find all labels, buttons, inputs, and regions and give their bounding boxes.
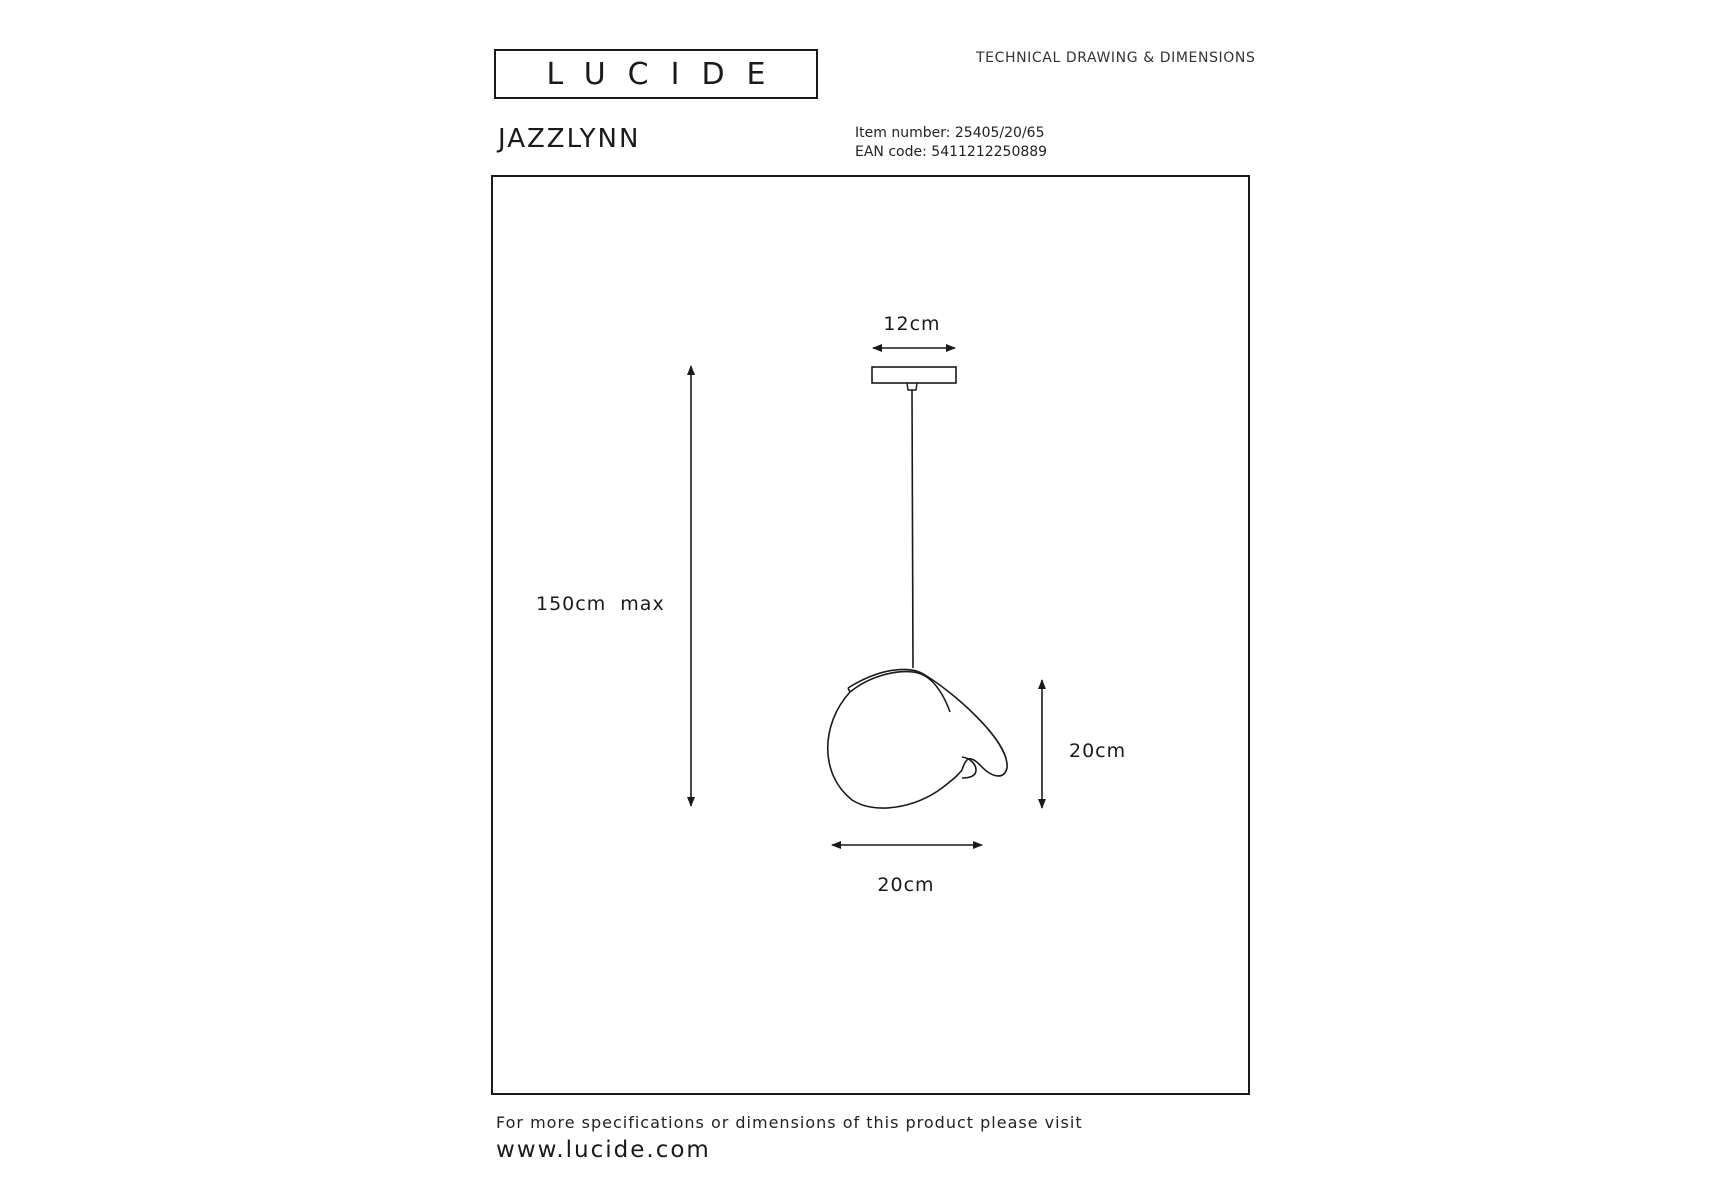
- suspension-cord: [912, 390, 913, 668]
- item-number-label: Item number:: [855, 125, 951, 141]
- canopy: [872, 367, 956, 383]
- lamp-shade: [828, 669, 1007, 808]
- total-height-label: 150cm max: [536, 593, 665, 615]
- footer-url[interactable]: www.lucide.com: [496, 1137, 711, 1163]
- shade-height-label: 20cm: [1069, 740, 1127, 762]
- item-number-value: 25405/20/65: [954, 125, 1045, 141]
- canopy-width-label: 12cm: [883, 313, 941, 335]
- brand-logo-text: LUCIDE: [546, 56, 788, 92]
- footer-text: For more specifications or dimensions of this product please visit: [496, 1113, 1083, 1132]
- shade-width-label: 20cm: [877, 874, 935, 896]
- product-name: JAZZLYNN: [498, 124, 641, 154]
- canopy-neck: [907, 383, 917, 390]
- sheet-title: TECHNICAL DRAWING & DIMENSIONS: [976, 50, 1256, 66]
- ean-value: 5411212250889: [931, 144, 1048, 160]
- ean-label: EAN code:: [855, 144, 927, 160]
